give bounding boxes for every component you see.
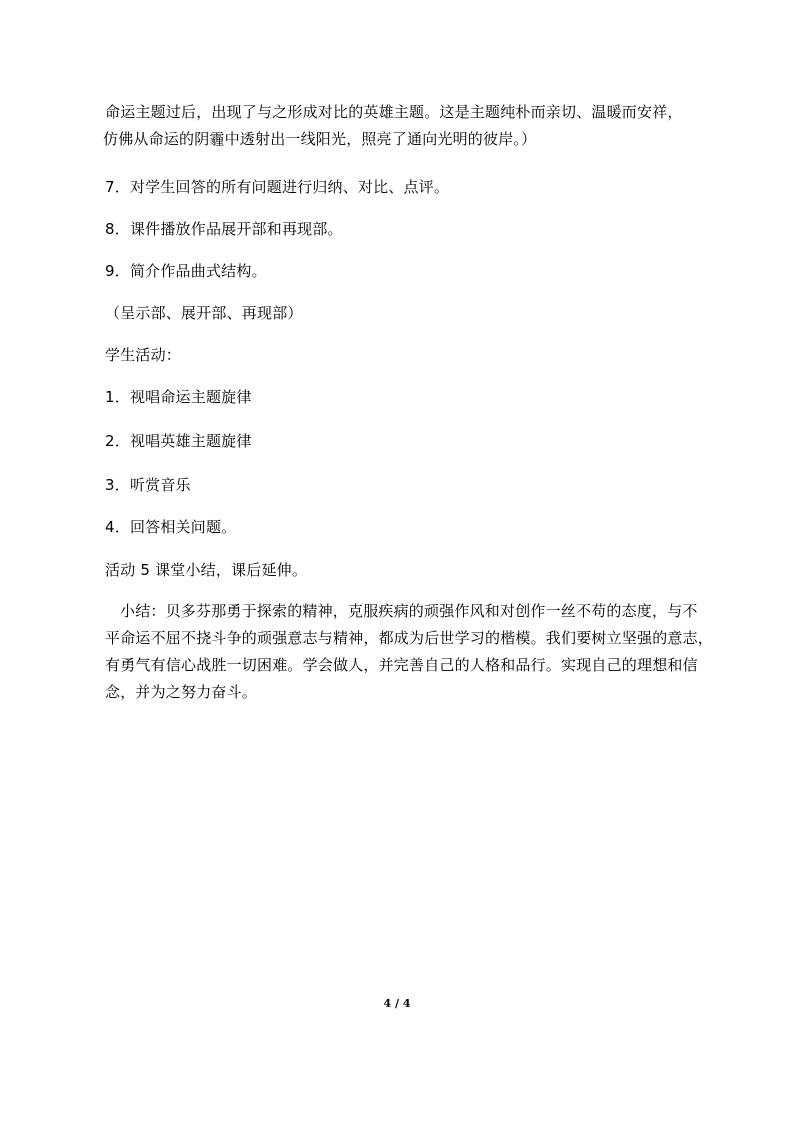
item-8: 8．课件播放作品展开部和再现部。 [105,220,343,238]
summary-line-2: 平命运不屈不挠斗争的顽强意志与精神，都成为后世学习的楷模。我们要树立坚强的意志， [105,629,714,647]
item-7: 7．对学生回答的所有问题进行归纳、对比、点评。 [105,178,450,196]
page-number: 4 / 4 [383,997,411,1010]
activity-item-3: 3．听赏音乐 [105,476,191,494]
summary-line-3: 有勇气有信心战胜一切困难。学会做人，并完善自己的人格和品行。实现自己的理想和信 [105,656,698,674]
item-9: 9．简介作品曲式结构。 [105,262,267,280]
activity-5-heading: 活动 5 课堂小结，课后延伸。 [105,561,308,579]
summary-paragraph [105,598,720,706]
student-activity-heading: 学生活动： [105,346,182,364]
intro-paragraph [105,99,705,153]
summary-line-4: 念，并为之努力奋斗。 [105,683,258,701]
intro-line-2: 仿佛从命运的阴霾中透射出一线阳光，照亮了通向光明的彼岸。） [103,130,537,148]
activity-item-2: 2．视唱英雄主题旋律 [105,432,252,450]
activity-item-1: 1．视唱命运主题旋律 [105,388,252,406]
intro-line-1: 命运主题过后，出现了与之形成对比的英雄主题。这是主题纯朴而亲切、温暖而安祥， [105,103,683,121]
summary-line-1: 小结：贝多芬那勇于探索的精神，克服疾病的顽强作风和对创作一丝不苟的态度，与不 [120,602,698,620]
activity-item-4: 4．回答相关问题。 [105,518,237,536]
structure-note: （呈示部、展开部、再现部） [105,304,303,322]
